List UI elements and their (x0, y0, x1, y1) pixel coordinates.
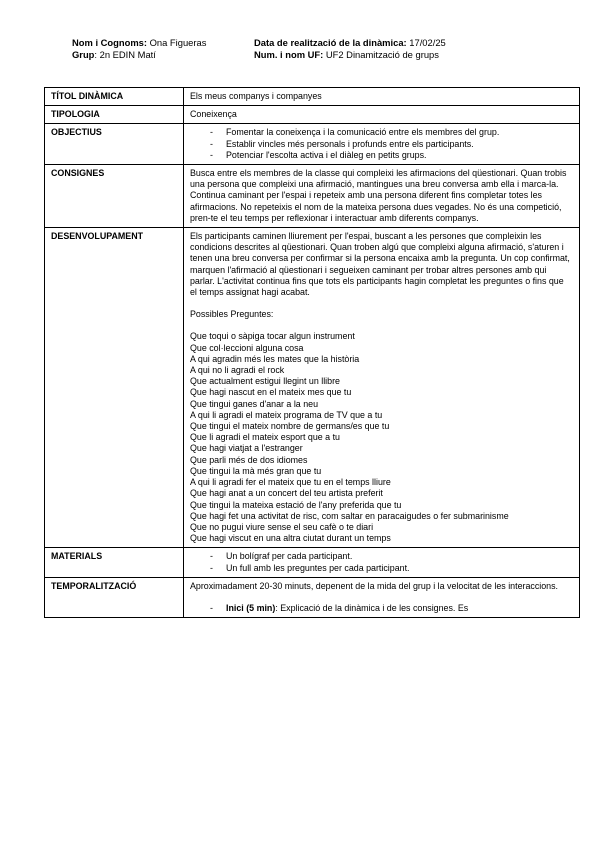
objectius-content (184, 124, 580, 165)
question-item: A qui no li agradi el rock (190, 365, 285, 376)
uf-value: UF2 Dinamització de grups (323, 49, 439, 60)
question-item: A qui li agradi el mateix programa de TV que a tu (190, 409, 383, 420)
titol-label: TÍTOL DINÀMICA (45, 88, 184, 106)
row-consignes (45, 165, 580, 228)
list-item: - Un bolígraf per cada participant. (208, 551, 573, 562)
question-item: A qui li agradi fer el mateix que tu en el temps lliure (190, 477, 391, 488)
objectius-label: OBJECTIUS (45, 124, 184, 165)
date-value: 17/02/25 (406, 37, 446, 48)
consignes-text: Busca entre els membres de la classe qui compleixi les afirmacions del qüestionari. Quan trobis una persona que compleixi una afirmació, mantingues una breu conversa amb ella i marca-la. Continua caminant per l'espai i repeteix amb una persona diferent fins completar totes les afirmacions. No repeteixis el nom de la mateixa persona dues vegades. No és una competició, pren-te el teu temps per reflexionar i interactuar amb diferents companys. (184, 165, 580, 228)
date-field (254, 37, 552, 49)
header-row-2 (72, 49, 552, 61)
materials-list (190, 551, 573, 573)
group-value: : 2n EDIN Matí (94, 49, 156, 60)
row-temporalitzacio (45, 577, 580, 617)
question-item: Que li agradi el mateix esport que a tu (190, 432, 340, 443)
header-row-1 (72, 37, 552, 49)
materials-label: MATERIALS (45, 548, 184, 577)
question-item: Que hagi nascut en el mateix mes que tu (190, 387, 352, 398)
question-item: Que actualment estigui llegint un llibre (190, 376, 340, 387)
tipologia-label: TIPOLOGIA (45, 106, 184, 124)
desenvolupament-label: DESENVOLUPAMENT (45, 228, 184, 548)
tipologia-value: Coneixença (184, 106, 580, 124)
list-item: - Fomentar la coneixença i la comunicació entre els membres del grup. (208, 127, 573, 138)
objectius-list (190, 127, 573, 161)
questions-list (190, 331, 573, 544)
name-value: Ona Figueras (147, 37, 207, 48)
question-item: Que hagi viscut en una altra ciutat durant un temps (190, 533, 391, 544)
name-field (72, 37, 254, 49)
row-materials (45, 548, 580, 577)
desenvolupament-text: Els participants caminen lliurement per l'espai, buscant a les persones que compleixin les condicions descrites al qüestionari. Quan troben algú que compleixi alguna afirmació, s'aturen i tenen una breu conversa per confirmar si la persona encaixa amb la pregunta. Un cop confirmat, marquen l'afirmació al qüestionari i segueixen caminant per trobar altres persones amb qui parlar. L'activitat continua fins que tots els participants hagin completat les preguntes o fins que el temps assignat hagi acabat. (190, 231, 570, 298)
question-item: Que tingui la mà més gran que tu (190, 465, 322, 476)
uf-label: Num. i nom UF: (254, 49, 324, 60)
question-item: Que hagi anat a un concert del teu artista preferit (190, 488, 383, 499)
uf-field (254, 49, 552, 61)
question-item: Que hagi fet una activitat de risc, com saltar en paracaigudes o fer submarinisme (190, 510, 509, 521)
titol-value: Els meus companys i companyes (184, 88, 580, 106)
consignes-label: CONSIGNES (45, 165, 184, 228)
question-item: Que toqui o sàpiga tocar algun instrument (190, 331, 355, 342)
phase-text: : Explicació de la dinàmica i de les consignes. Es (275, 602, 469, 613)
temporalitzacio-text: Aproximadament 20-30 minuts, depenent de la mida del grup i la velocitat de les interaccions. (190, 580, 559, 591)
list-item (208, 603, 573, 614)
row-objectius (45, 124, 580, 165)
row-desenvolupament (45, 228, 580, 548)
materials-content (184, 548, 580, 577)
list-item: - Potenciar l'escolta activa i el diàleg en petits grups. (208, 150, 573, 161)
question-item: Que col·leccioni alguna cosa (190, 342, 304, 353)
row-tipologia (45, 106, 580, 124)
temporalitzacio-content (184, 577, 580, 617)
question-item: Que no pugui viure sense el seu cafè o te diari (190, 521, 374, 532)
question-item: Que hagi viatjat a l'estranger (190, 443, 303, 454)
question-item: Que tingui el mateix nombre de germans/es que tu (190, 421, 390, 432)
list-item: - Establir vincles més personals i profunds entre els participants. (208, 139, 573, 150)
group-field (72, 49, 254, 61)
question-item: Que parli més de dos idiomes (190, 454, 308, 465)
row-titol (45, 88, 580, 106)
document-header (72, 37, 552, 61)
desenvolupament-content (184, 228, 580, 548)
activity-table (44, 87, 580, 618)
list-item: - Un full amb les preguntes per cada participant. (208, 563, 573, 574)
temporalitzacio-list (190, 603, 573, 614)
name-label: Nom i Cognoms: (72, 37, 147, 48)
question-item: Que tingui la mateixa estació de l'any preferida que tu (190, 499, 402, 510)
question-item: A qui agradin més les mates que la història (190, 353, 360, 364)
phase-name: Inici (5 min) (226, 602, 276, 613)
questions-subtitle: Possibles Preguntes: (190, 309, 274, 320)
temporalitzacio-label: TEMPORALITZACIÓ (45, 577, 184, 617)
question-item: Que tingui ganes d'anar a la neu (190, 398, 319, 409)
group-label: Grup (72, 49, 95, 60)
date-label: Data de realització de la dinàmica: (254, 37, 407, 48)
